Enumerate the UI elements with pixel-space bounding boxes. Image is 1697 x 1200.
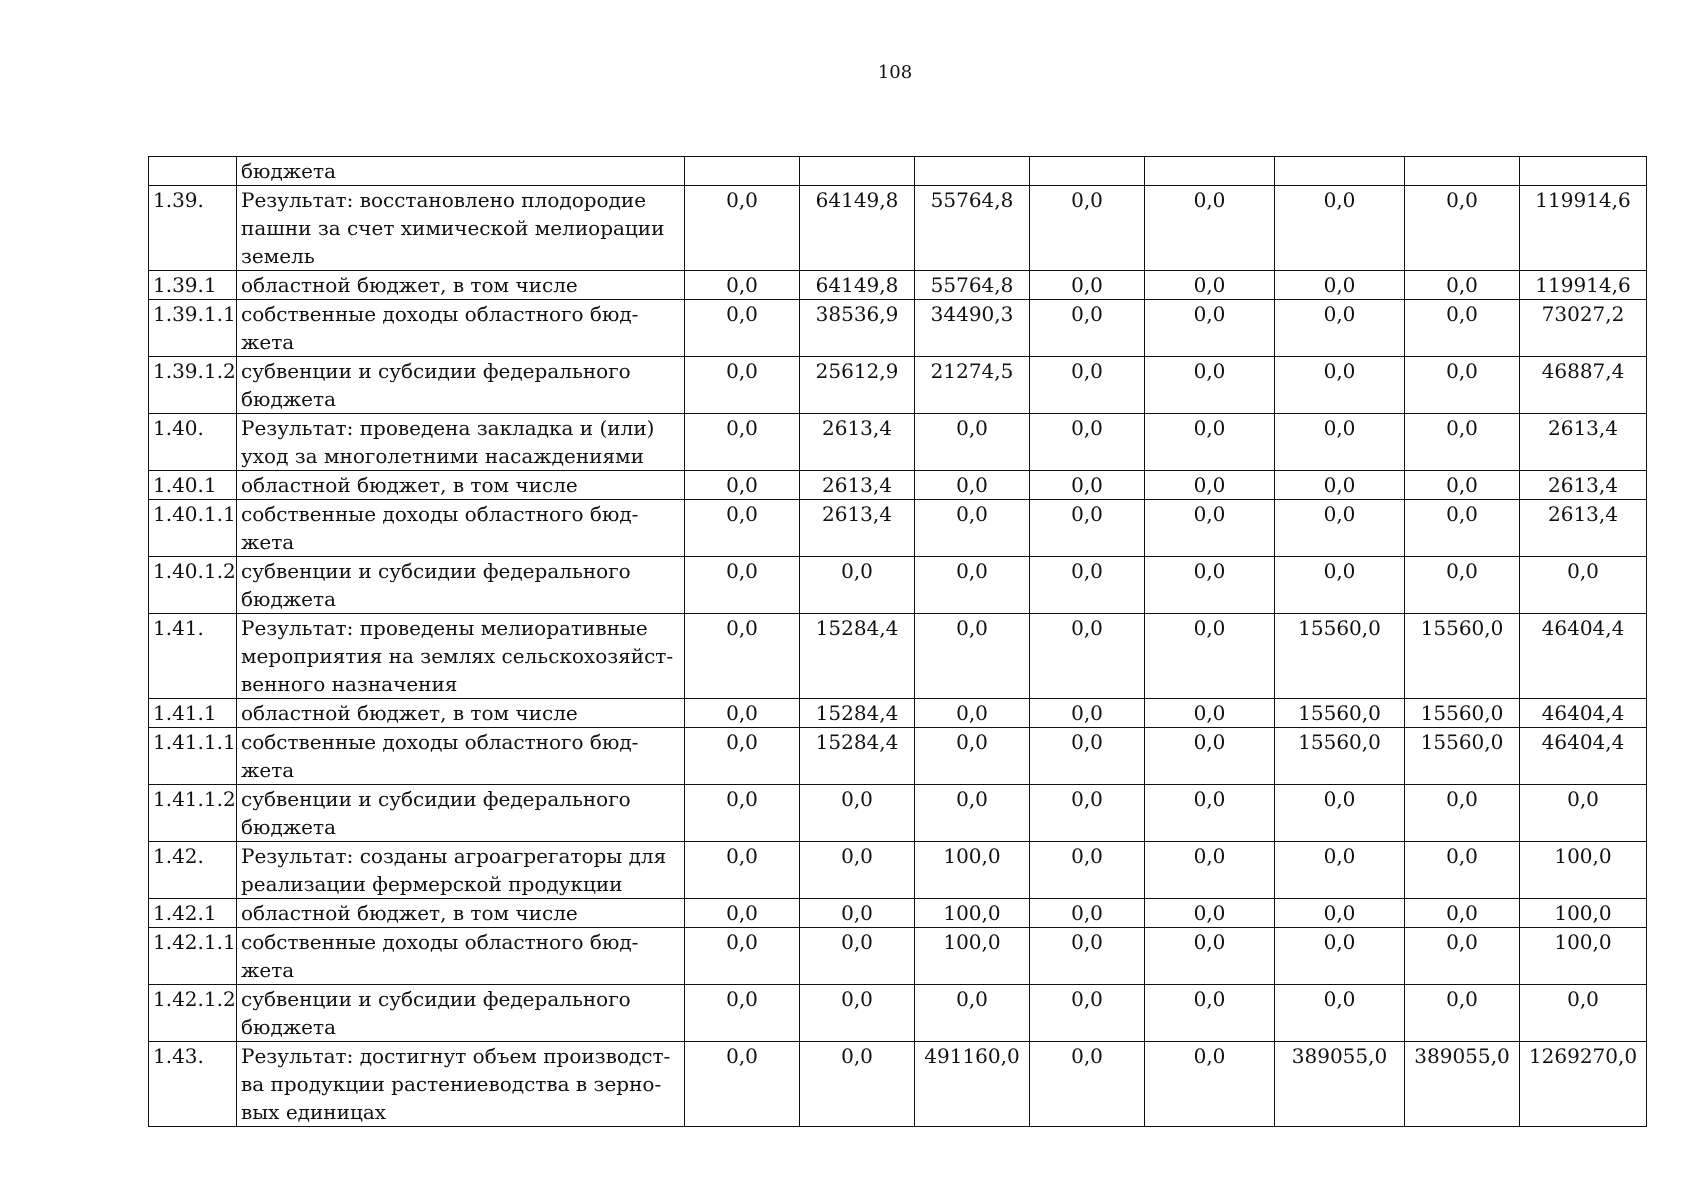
- value-cell: [1275, 157, 1405, 186]
- row-description: собственные доходы областного бюд-жета: [237, 928, 685, 985]
- value-cell: 0,0: [685, 899, 800, 928]
- value-cell: 0,0: [1145, 357, 1275, 414]
- value-cell: 0,0: [1275, 471, 1405, 500]
- value-cell: 100,0: [1520, 842, 1647, 899]
- row-description: Результат: проведены мелиоративные мероприятия на землях сельскохозяйст-венного назначения: [237, 614, 685, 699]
- row-description: субвенции и субсидии федерального бюджета: [237, 557, 685, 614]
- value-cell: 0,0: [1030, 500, 1145, 557]
- value-cell: 0,0: [1145, 414, 1275, 471]
- value-cell: 0,0: [1275, 928, 1405, 985]
- value-cell: 0,0: [915, 557, 1030, 614]
- row-code: 1.39.1.2: [149, 357, 237, 414]
- row-code: [149, 157, 237, 186]
- table-row: [149, 842, 1647, 899]
- table-body: [149, 157, 1647, 1127]
- value-cell: 100,0: [915, 842, 1030, 899]
- value-cell: 0,0: [1145, 785, 1275, 842]
- value-cell: 0,0: [1030, 728, 1145, 785]
- value-cell: 0,0: [1275, 300, 1405, 357]
- value-cell: 0,0: [915, 614, 1030, 699]
- value-cell: 64149,8: [800, 271, 915, 300]
- table-row: [149, 271, 1647, 300]
- value-cell: 0,0: [1405, 899, 1520, 928]
- row-description: субвенции и субсидии федерального бюджета: [237, 357, 685, 414]
- row-description: субвенции и субсидии федерального бюджета: [237, 785, 685, 842]
- row-code: 1.40.1.1: [149, 500, 237, 557]
- row-code: 1.41.1.2: [149, 785, 237, 842]
- value-cell: 0,0: [915, 471, 1030, 500]
- value-cell: 0,0: [1145, 500, 1275, 557]
- value-cell: 0,0: [1405, 300, 1520, 357]
- value-cell: 15560,0: [1275, 699, 1405, 728]
- table-row: [149, 785, 1647, 842]
- table-row: [149, 614, 1647, 699]
- table-row: [149, 899, 1647, 928]
- value-cell: 0,0: [1405, 271, 1520, 300]
- value-cell: 2613,4: [800, 471, 915, 500]
- value-cell: 0,0: [1145, 928, 1275, 985]
- value-cell: 15560,0: [1275, 728, 1405, 785]
- value-cell: 0,0: [1275, 899, 1405, 928]
- row-code: 1.41.1: [149, 699, 237, 728]
- value-cell: 0,0: [1030, 557, 1145, 614]
- value-cell: 0,0: [1275, 186, 1405, 271]
- value-cell: 119914,6: [1520, 186, 1647, 271]
- value-cell: 0,0: [685, 357, 800, 414]
- value-cell: 0,0: [915, 699, 1030, 728]
- value-cell: 0,0: [685, 842, 800, 899]
- table-row: [149, 300, 1647, 357]
- value-cell: 0,0: [1030, 785, 1145, 842]
- value-cell: 0,0: [685, 500, 800, 557]
- value-cell: 15284,4: [800, 728, 915, 785]
- value-cell: 0,0: [800, 1042, 915, 1127]
- value-cell: 15560,0: [1275, 614, 1405, 699]
- row-code: 1.43.: [149, 1042, 237, 1127]
- row-code: 1.40.1: [149, 471, 237, 500]
- value-cell: 0,0: [1030, 842, 1145, 899]
- row-code: 1.40.: [149, 414, 237, 471]
- row-description: Результат: проведена закладка и (или) уход за многолетними насаждениями: [237, 414, 685, 471]
- value-cell: 0,0: [685, 614, 800, 699]
- value-cell: 0,0: [1405, 557, 1520, 614]
- table-row: [149, 500, 1647, 557]
- value-cell: 0,0: [1145, 614, 1275, 699]
- value-cell: 55764,8: [915, 271, 1030, 300]
- value-cell: [1405, 157, 1520, 186]
- row-description: собственные доходы областного бюд-жета: [237, 728, 685, 785]
- value-cell: 389055,0: [1405, 1042, 1520, 1127]
- value-cell: 0,0: [1030, 899, 1145, 928]
- value-cell: 0,0: [1030, 414, 1145, 471]
- value-cell: 0,0: [1405, 186, 1520, 271]
- value-cell: 0,0: [1145, 1042, 1275, 1127]
- value-cell: 0,0: [800, 557, 915, 614]
- value-cell: 0,0: [1520, 557, 1647, 614]
- value-cell: 0,0: [1275, 985, 1405, 1042]
- value-cell: [1520, 157, 1647, 186]
- row-description: Результат: достигнут объем производст-ва продукции растениеводства в зерно-вых единицах: [237, 1042, 685, 1127]
- value-cell: [800, 157, 915, 186]
- value-cell: 15284,4: [800, 614, 915, 699]
- value-cell: 0,0: [1030, 300, 1145, 357]
- row-code: 1.42.1.1: [149, 928, 237, 985]
- value-cell: 0,0: [915, 414, 1030, 471]
- value-cell: 34490,3: [915, 300, 1030, 357]
- value-cell: 119914,6: [1520, 271, 1647, 300]
- value-cell: 0,0: [915, 500, 1030, 557]
- value-cell: 0,0: [800, 985, 915, 1042]
- value-cell: 38536,9: [800, 300, 915, 357]
- row-description: областной бюджет, в том числе: [237, 471, 685, 500]
- value-cell: 0,0: [1030, 699, 1145, 728]
- table-row: [149, 357, 1647, 414]
- value-cell: 0,0: [1145, 557, 1275, 614]
- row-code: 1.40.1.2: [149, 557, 237, 614]
- value-cell: 0,0: [1030, 186, 1145, 271]
- value-cell: 0,0: [685, 785, 800, 842]
- page-number: 108: [877, 62, 913, 83]
- value-cell: 0,0: [1030, 1042, 1145, 1127]
- value-cell: 21274,5: [915, 357, 1030, 414]
- value-cell: 0,0: [685, 928, 800, 985]
- value-cell: 64149,8: [800, 186, 915, 271]
- value-cell: 0,0: [915, 728, 1030, 785]
- value-cell: 0,0: [800, 899, 915, 928]
- value-cell: 0,0: [1145, 271, 1275, 300]
- row-description: Результат: восстановлено плодородие пашни за счет химической мелиорации земель: [237, 186, 685, 271]
- value-cell: 0,0: [1145, 186, 1275, 271]
- value-cell: 0,0: [1405, 928, 1520, 985]
- value-cell: 0,0: [1405, 500, 1520, 557]
- value-cell: 0,0: [1030, 928, 1145, 985]
- row-description: бюджета: [237, 157, 685, 186]
- table-row: [149, 728, 1647, 785]
- budget-table: [148, 156, 1647, 1127]
- table-row: [149, 928, 1647, 985]
- value-cell: 0,0: [1030, 471, 1145, 500]
- value-cell: 0,0: [685, 1042, 800, 1127]
- value-cell: [1030, 157, 1145, 186]
- value-cell: 2613,4: [800, 500, 915, 557]
- value-cell: 0,0: [1030, 357, 1145, 414]
- value-cell: 0,0: [1405, 414, 1520, 471]
- table-row: [149, 557, 1647, 614]
- row-code: 1.39.1: [149, 271, 237, 300]
- row-code: 1.39.: [149, 186, 237, 271]
- row-description: областной бюджет, в том числе: [237, 699, 685, 728]
- value-cell: 2613,4: [1520, 500, 1647, 557]
- row-code: 1.39.1.1: [149, 300, 237, 357]
- value-cell: 100,0: [1520, 899, 1647, 928]
- row-code: 1.42.: [149, 842, 237, 899]
- value-cell: 0,0: [685, 557, 800, 614]
- row-description: собственные доходы областного бюд-жета: [237, 500, 685, 557]
- value-cell: 0,0: [1405, 842, 1520, 899]
- value-cell: 0,0: [1275, 785, 1405, 842]
- value-cell: 0,0: [915, 785, 1030, 842]
- value-cell: 15284,4: [800, 699, 915, 728]
- value-cell: 0,0: [1275, 357, 1405, 414]
- value-cell: 0,0: [1145, 728, 1275, 785]
- table-row: [149, 1042, 1647, 1127]
- value-cell: 0,0: [685, 985, 800, 1042]
- value-cell: 15560,0: [1405, 614, 1520, 699]
- value-cell: 100,0: [915, 928, 1030, 985]
- value-cell: 0,0: [685, 471, 800, 500]
- table-row: [149, 699, 1647, 728]
- value-cell: 0,0: [800, 842, 915, 899]
- value-cell: 2613,4: [1520, 471, 1647, 500]
- value-cell: 15560,0: [1405, 699, 1520, 728]
- value-cell: 0,0: [1405, 785, 1520, 842]
- value-cell: 0,0: [685, 271, 800, 300]
- table-row: [149, 186, 1647, 271]
- row-code: 1.41.: [149, 614, 237, 699]
- value-cell: 0,0: [1030, 614, 1145, 699]
- value-cell: 0,0: [1145, 899, 1275, 928]
- value-cell: 0,0: [1145, 300, 1275, 357]
- value-cell: 0,0: [1030, 985, 1145, 1042]
- value-cell: 46404,4: [1520, 699, 1647, 728]
- row-description: Результат: созданы агроагрегаторы для реализации фермерской продукции: [237, 842, 685, 899]
- value-cell: 0,0: [685, 186, 800, 271]
- value-cell: 491160,0: [915, 1042, 1030, 1127]
- value-cell: 0,0: [685, 699, 800, 728]
- value-cell: 0,0: [1145, 471, 1275, 500]
- continuation-row: [149, 157, 1647, 186]
- row-code: 1.42.1: [149, 899, 237, 928]
- value-cell: 0,0: [685, 414, 800, 471]
- table-row: [149, 985, 1647, 1042]
- row-description: собственные доходы областного бюд-жета: [237, 300, 685, 357]
- value-cell: 0,0: [1405, 471, 1520, 500]
- row-code: 1.42.1.2: [149, 985, 237, 1042]
- row-code: 1.41.1.1: [149, 728, 237, 785]
- value-cell: 0,0: [685, 728, 800, 785]
- value-cell: 0,0: [1275, 414, 1405, 471]
- value-cell: 0,0: [1275, 557, 1405, 614]
- value-cell: 0,0: [1405, 357, 1520, 414]
- value-cell: 389055,0: [1275, 1042, 1405, 1127]
- value-cell: 0,0: [1405, 985, 1520, 1042]
- value-cell: 0,0: [1520, 785, 1647, 842]
- value-cell: 46404,4: [1520, 728, 1647, 785]
- value-cell: 0,0: [1145, 699, 1275, 728]
- table-row: [149, 414, 1647, 471]
- value-cell: 0,0: [1520, 985, 1647, 1042]
- value-cell: 0,0: [1275, 500, 1405, 557]
- value-cell: 0,0: [800, 785, 915, 842]
- table-row: [149, 471, 1647, 500]
- value-cell: 2613,4: [800, 414, 915, 471]
- value-cell: 0,0: [915, 985, 1030, 1042]
- value-cell: 100,0: [915, 899, 1030, 928]
- value-cell: 0,0: [685, 300, 800, 357]
- row-description: областной бюджет, в том числе: [237, 271, 685, 300]
- value-cell: 46404,4: [1520, 614, 1647, 699]
- value-cell: 2613,4: [1520, 414, 1647, 471]
- value-cell: 0,0: [1145, 842, 1275, 899]
- value-cell: 1269270,0: [1520, 1042, 1647, 1127]
- value-cell: 25612,9: [800, 357, 915, 414]
- value-cell: 0,0: [1030, 271, 1145, 300]
- value-cell: 100,0: [1520, 928, 1647, 985]
- value-cell: 73027,2: [1520, 300, 1647, 357]
- row-description: субвенции и субсидии федерального бюджета: [237, 985, 685, 1042]
- row-description: областной бюджет, в том числе: [237, 899, 685, 928]
- value-cell: 0,0: [1275, 271, 1405, 300]
- value-cell: 0,0: [800, 928, 915, 985]
- value-cell: 0,0: [1275, 842, 1405, 899]
- value-cell: [915, 157, 1030, 186]
- value-cell: 15560,0: [1405, 728, 1520, 785]
- value-cell: 46887,4: [1520, 357, 1647, 414]
- value-cell: [685, 157, 800, 186]
- value-cell: 0,0: [1145, 985, 1275, 1042]
- value-cell: 55764,8: [915, 186, 1030, 271]
- value-cell: [1145, 157, 1275, 186]
